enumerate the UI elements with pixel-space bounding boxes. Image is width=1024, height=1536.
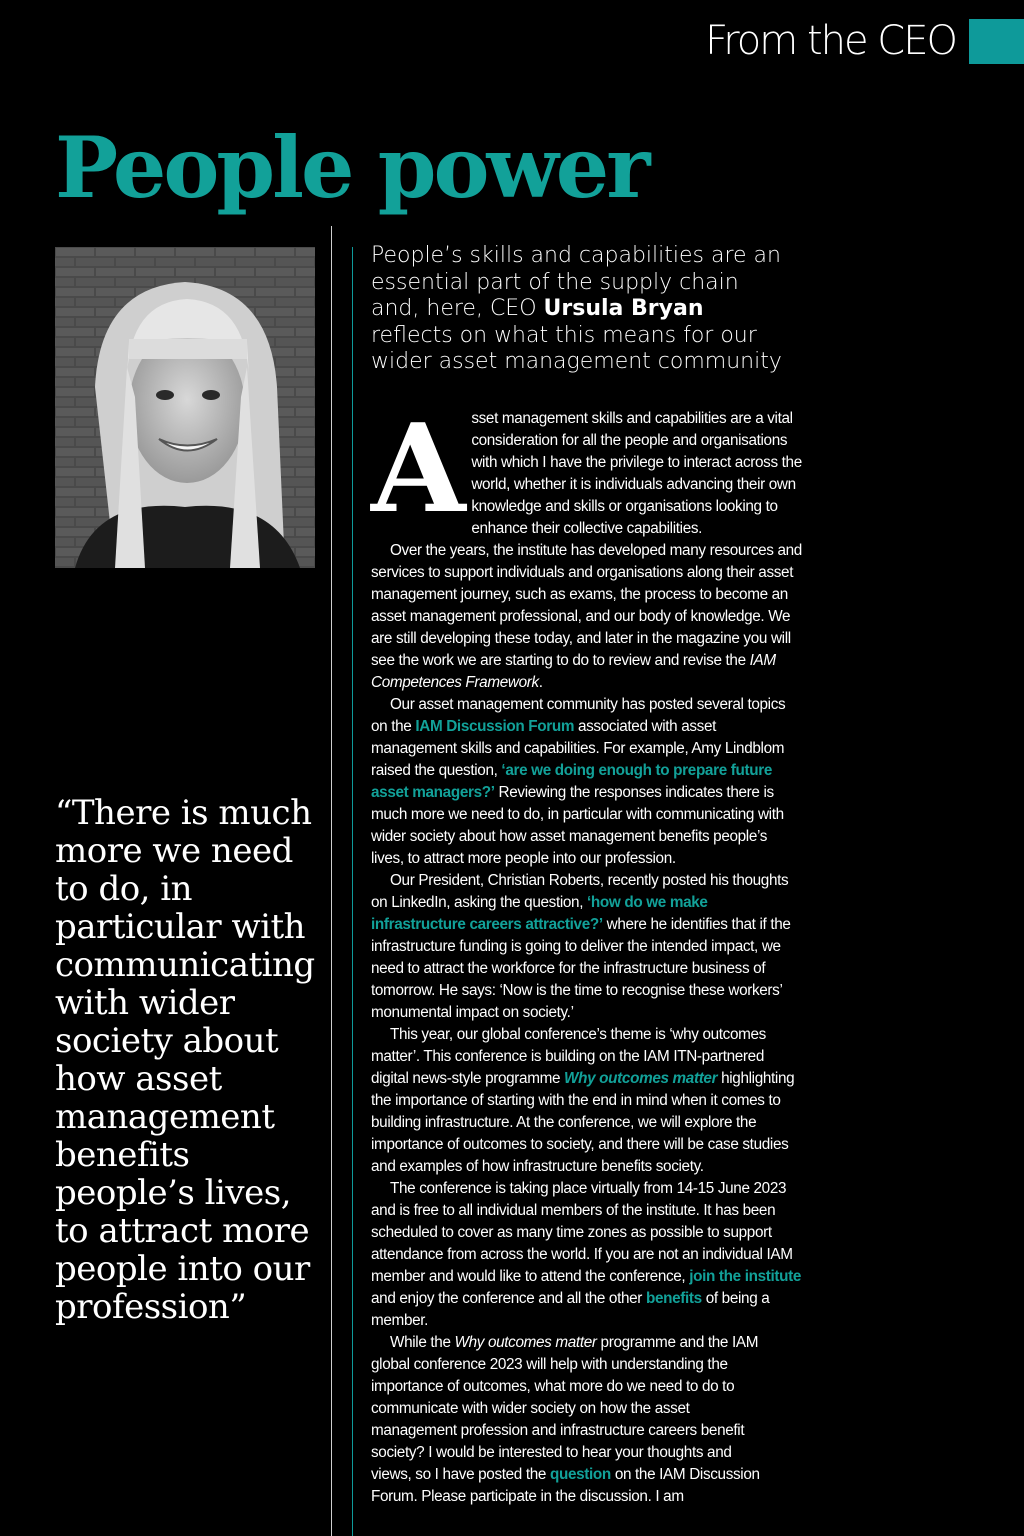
paragraph-3-text-2: associated with asset management skills and capabilities. For example, Amy Lindblom raised the question, xyxy=(371,718,785,779)
column-divider xyxy=(331,226,332,1536)
standfirst xyxy=(371,243,791,376)
paragraph-6-text-2: and enjoy the conference and all the other xyxy=(371,1290,646,1307)
join-institute-link[interactable]: join the institute xyxy=(689,1268,802,1285)
paragraph-6-text-3: of being a member. xyxy=(371,1290,770,1329)
paragraph-7-text: While the xyxy=(390,1334,455,1351)
paragraph-1 xyxy=(371,396,803,540)
paragraph-6-text: The conference is taking place virtually from 14-15 June 2023 and is free to all individual members of the institute. It has been scheduled to cover as many time zones as possible to support attendance from across the world. If you are not an individual IAM member and would like to attend the conference, xyxy=(371,1180,793,1285)
question-link[interactable]: question xyxy=(549,1466,611,1483)
discussion-forum-link[interactable]: IAM Discussion Forum xyxy=(415,718,575,735)
paragraph-1-text: sset management skills and capabilities are a vital consideration for all the people and organisations with which I have the privilege to interact across the world, whether it is individuals advancing their own knowledge and skills or organisations looking to enhance their collective capabilities. xyxy=(471,410,802,537)
paragraph-2 xyxy=(371,540,803,694)
paragraph-4 xyxy=(371,870,803,1024)
paragraph-7 xyxy=(371,1332,803,1508)
infrastructure-careers-link[interactable]: ‘how do we make infrastructure careers attractive?’ xyxy=(371,894,708,933)
pull-quote: “There is much more we need to do, in particular with communicating with wider society about how asset management benefits people’s lives, to attract more people into our profession” xyxy=(55,793,315,1327)
paragraph-6 xyxy=(371,1178,803,1332)
paragraph-3 xyxy=(371,694,803,870)
programme-title: Why outcomes matter xyxy=(454,1334,597,1351)
column-accent-rule xyxy=(352,247,353,1536)
drop-cap: A xyxy=(371,396,466,540)
section-label: From the CEO xyxy=(705,18,956,64)
standfirst-text: People’s skills and capabilities are an essential part of the supply chain and, here, CEO xyxy=(371,243,781,321)
section-accent-block xyxy=(969,19,1024,64)
why-outcomes-matter-link[interactable]: Why outcomes matter xyxy=(564,1070,718,1087)
page-title: People power xyxy=(55,118,648,217)
future-asset-managers-link[interactable]: ‘are we doing enough to prepare future asset managers?’ xyxy=(371,762,772,801)
portrait-illustration xyxy=(55,247,315,568)
paragraph-3-text: Our asset management community has posted several topics on the xyxy=(371,696,786,735)
paragraph-3-text-3: Reviewing the responses indicates there is much more we need to do, in particular with communicating with wider society about how asset management benefits people’s lives, to attract more people into our profession. xyxy=(371,784,784,867)
paragraph-4-text: Our President, Christian Roberts, recently posted his thoughts on LinkedIn, asking the question, xyxy=(371,872,789,911)
standfirst-text-end: reflects on what this means for our wider asset management community xyxy=(371,322,782,374)
paragraph-7-text-2: programme and the IAM global conference 2023 will help with understanding the importance of outcomes, what more do we need to do to communicate with wider society on how the asset management profession and infrastructure careers benefit society? I would be interested to hear your thoughts and views, so I have posted the xyxy=(371,1334,759,1483)
benefits-link[interactable]: benefits xyxy=(645,1290,702,1307)
paragraph-2-text: Over the years, the institute has developed many resources and services to support individuals and organisations along their asset management journey, such as exams, the process to become an asset management professional, and our body of knowledge. We are still developing these today, and later in the magazine you will see the work we are starting to do to review and revise the xyxy=(371,542,802,669)
author-photo xyxy=(55,247,315,568)
paragraph-7-text-3: on the IAM Discussion Forum. Please participate in the discussion. I am xyxy=(371,1466,760,1505)
paragraph-5-text-2: highlighting the importance of starting with the end in mind when it comes to building infrastructure. At the conference, we will explore the importance of outcomes to society, and there will be case studies and examples of how infrastructure benefits society. xyxy=(371,1070,795,1175)
paragraph-4-text-2: where he identifies that if the infrastructure funding is going to deliver the intended impact, we need to attract the workforce for the infrastructure business of tomorrow. He says: ‘Now is the time to recognise these workers’ monumental impact on society.’ xyxy=(371,916,791,1021)
author-name: Ursula Bryan xyxy=(543,296,704,321)
paragraph-2-end: . xyxy=(538,674,543,691)
paragraph-5-text: This year, our global conference’s theme is ‘why outcomes matter’. This conference is building on the IAM ITN-partnered digital news-style programme xyxy=(371,1026,766,1087)
competences-framework-title: IAM Competences Framework xyxy=(371,652,776,691)
article-body xyxy=(371,396,803,1508)
paragraph-5 xyxy=(371,1024,803,1178)
